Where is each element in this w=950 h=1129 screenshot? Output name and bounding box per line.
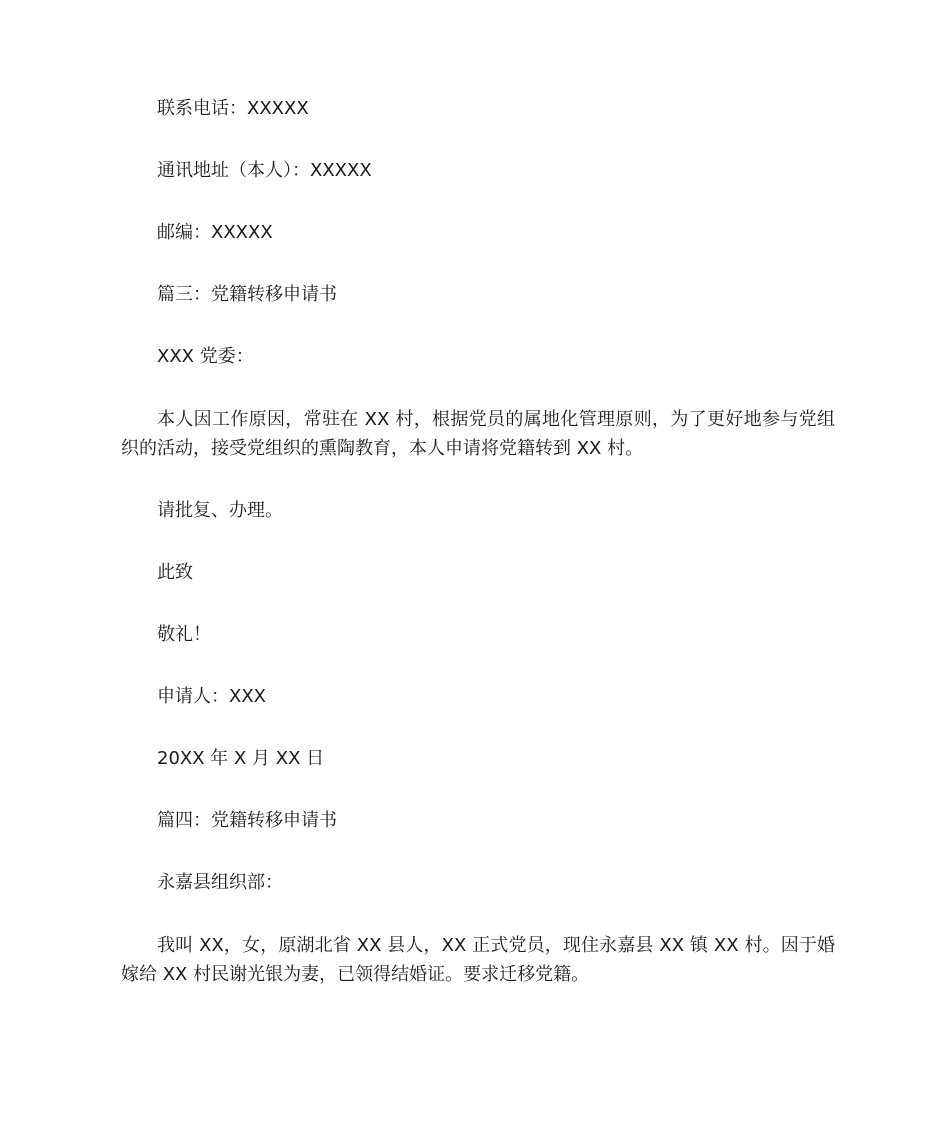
section3-addressee: XXX 党委： [157, 346, 254, 367]
section3-title: 篇三：党籍转移申请书 [157, 284, 337, 305]
section3-request: 请批复、办理。 [157, 500, 283, 521]
section3-closing-salutation: 此致 [157, 562, 193, 583]
postcode-line: 邮编：XXXXX [157, 222, 273, 243]
section3-applicant: 申请人：XXX [157, 686, 266, 707]
section3-closing-regards: 敬礼！ [157, 624, 211, 645]
section4-title: 篇四：党籍转移申请书 [157, 810, 337, 831]
section3-body-paragraph: 本人因工作原因，常驻在 XX 村，根据党员的属地化管理原则，为了更好地参与党组织的活动，接受党组织的熏陶教育，本人申请将党籍转到 XX 村。 [121, 409, 835, 459]
section4-addressee: 永嘉县组织部： [157, 872, 283, 893]
mailing-address-line: 通讯地址（本人）：XXXXX [157, 160, 372, 181]
section4-body-paragraph: 我叫 XX，女，原湖北省 XX 县人，XX 正式党员，现住永嘉县 XX 镇 XX 村。因于婚嫁给 XX 村民谢光银为妻，已领得结婚证。要求迁移党籍。 [121, 935, 835, 985]
contact-phone-line: 联系电话：XXXXX [157, 98, 309, 119]
section3-date: 20XX 年 X 月 XX 日 [157, 748, 325, 769]
